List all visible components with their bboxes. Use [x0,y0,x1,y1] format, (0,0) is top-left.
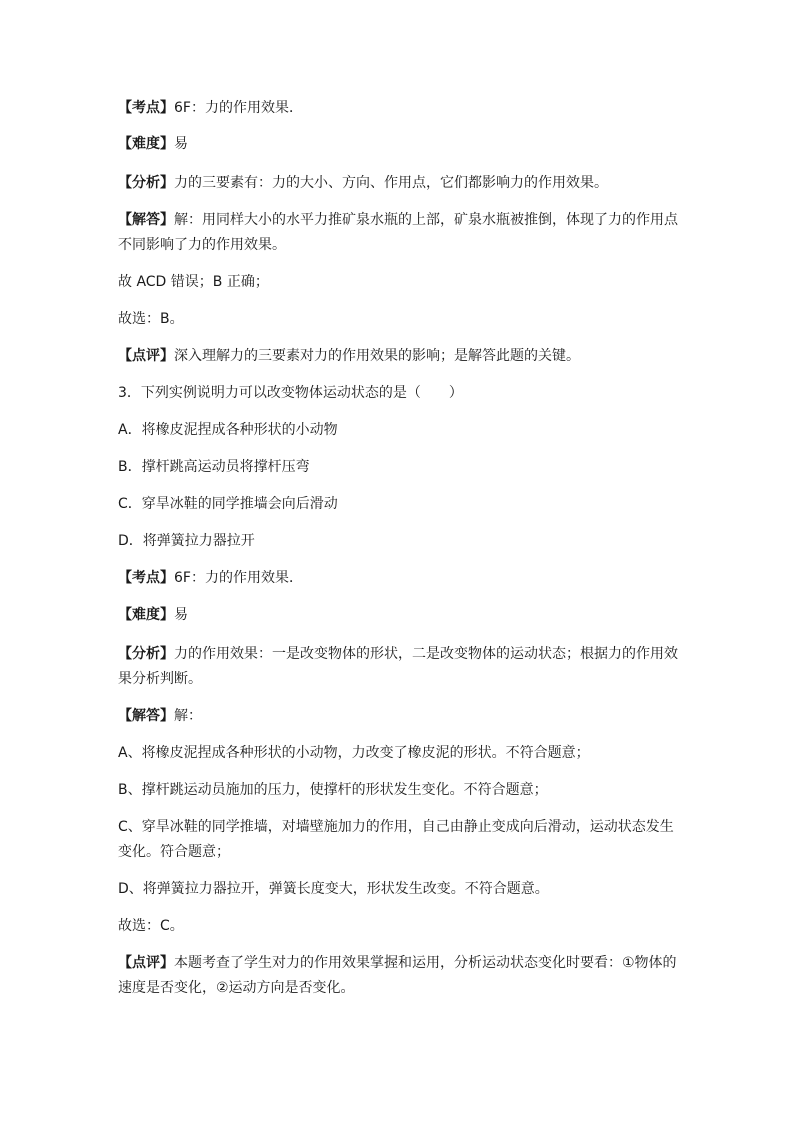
jieda-line-2 [118,704,688,729]
nandu-text: 易 [174,607,188,623]
option-c: C．穿旱冰鞋的同学推墙会向后滑动 [118,496,338,512]
kaodian-tag: 【考点】 [118,570,174,586]
dianping-text: 深入理解力的三要素对力的作用效果的影响；是解答此题的关键。 [174,348,580,364]
dianping-tag: 【点评】 [118,348,174,364]
analysis-d: D、将弹簧拉力器拉开，弹簧长度变大，形状发生改变。不符合题意。 [118,881,549,897]
jieda-line-1a [118,208,688,233]
analysis-c-1: C、穿旱冰鞋的同学推墙，对墙壁施加力的作用，自己由静止变成向后滑动，运动状态发生 [118,819,674,835]
nandu-tag: 【难度】 [118,136,174,152]
dianping-text: 本题考查了学生对力的作用效果掌握和运用，分析运动状态变化时要看：①物体的 [174,955,677,971]
jieda-line-1b: 不同影响了力的作用效果。 [118,237,286,253]
jieda-tag: 【解答】 [118,708,174,724]
fenxi-line-2b: 果分析判断。 [118,671,202,687]
option-b: B．撑杆跳高运动员将撑杆压弯 [118,459,310,475]
kaodian-line-2 [118,566,688,591]
option-d: D．将弹簧拉力器拉开 [118,533,255,549]
nandu-line-1 [118,132,688,157]
answer-line-1: 故选：B。 [118,311,184,327]
nandu-line-2 [118,603,688,628]
analysis-b: B、撑杆跳运动员施加的压力，使撑杆的形状发生变化。不符合题意； [118,782,548,798]
dianping-line-2b: 速度是否变化，②运动方向是否变化。 [118,980,355,996]
dianping-tag: 【点评】 [118,955,174,971]
fenxi-line-2a [118,642,688,667]
analysis-c-2: 变化。符合题意； [118,844,230,860]
fenxi-text: 力的作用效果：一是改变物体的形状，二是改变物体的运动状态；根据力的作用效 [174,646,678,662]
fenxi-tag: 【分析】 [118,175,174,191]
kaodian-text: 6F：力的作用效果． [174,570,303,586]
nandu-text: 易 [174,136,188,152]
dianping-line-1 [118,344,688,369]
fenxi-line-1 [118,171,688,196]
question-3-stem: 3．下列实例说明力可以改变物体运动状态的是（ ） [118,385,463,401]
answer-line-2: 故选：C。 [118,918,184,934]
dianping-line-2a [118,951,688,976]
option-a: A．将橡皮泥捏成各种形状的小动物 [118,422,338,438]
kaodian-text: 6F：力的作用效果． [174,100,303,116]
kaodian-tag: 【考点】 [118,100,174,116]
fenxi-tag: 【分析】 [118,646,174,662]
jieda-text: 解： [174,708,202,724]
conclusion-line: 故 ACD 错误；B 正确； [118,274,269,290]
fenxi-text: 力的三要素有：力的大小、方向、作用点，它们都影响力的作用效果。 [174,175,608,191]
jieda-tag: 【解答】 [118,212,174,228]
nandu-tag: 【难度】 [118,607,174,623]
kaodian-line-1 [118,96,688,121]
analysis-a: A、将橡皮泥捏成各种形状的小动物，力改变了橡皮泥的形状。不符合题意； [118,745,590,761]
jieda-text: 解：用同样大小的水平力推矿泉水瓶的上部，矿泉水瓶被推倒，体现了力的作用点 [174,212,678,228]
